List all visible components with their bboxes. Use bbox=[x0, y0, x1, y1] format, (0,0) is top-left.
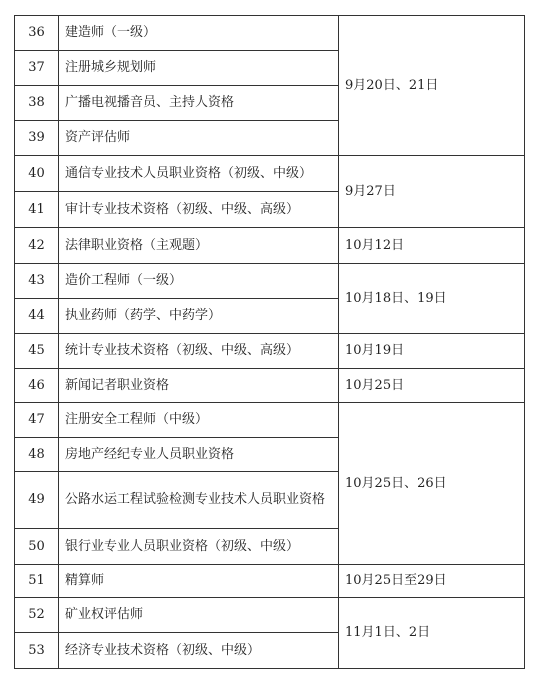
row-number: 38 bbox=[15, 86, 59, 121]
row-number: 46 bbox=[15, 369, 59, 403]
exam-name: 审计专业技术资格（初级、中级、高级） bbox=[59, 192, 339, 228]
table-row bbox=[15, 156, 525, 192]
row-number: 53 bbox=[15, 633, 59, 669]
table-row bbox=[15, 565, 525, 598]
exam-date: 9月27日 bbox=[339, 156, 525, 228]
table-row bbox=[15, 16, 525, 51]
exam-schedule-table bbox=[14, 15, 525, 669]
exam-name: 新闻记者职业资格 bbox=[59, 369, 339, 403]
exam-name: 公路水运工程试验检测专业技术人员职业资格 bbox=[59, 472, 339, 529]
exam-date: 9月20日、21日 bbox=[339, 16, 525, 156]
row-number: 45 bbox=[15, 334, 59, 369]
exam-date: 10月25日、26日 bbox=[339, 403, 525, 565]
row-number: 47 bbox=[15, 403, 59, 438]
exam-name: 法律职业资格（主观题） bbox=[59, 228, 339, 264]
table-row bbox=[15, 369, 525, 403]
exam-name: 精算师 bbox=[59, 565, 339, 598]
exam-date: 10月25日 bbox=[339, 369, 525, 403]
row-number: 51 bbox=[15, 565, 59, 598]
row-number: 36 bbox=[15, 16, 59, 51]
row-number: 41 bbox=[15, 192, 59, 228]
exam-date: 10月19日 bbox=[339, 334, 525, 369]
table-row bbox=[15, 598, 525, 633]
exam-name: 资产评估师 bbox=[59, 121, 339, 156]
row-number: 48 bbox=[15, 438, 59, 472]
exam-name: 广播电视播音员、主持人资格 bbox=[59, 86, 339, 121]
exam-name: 银行业专业人员职业资格（初级、中级） bbox=[59, 529, 339, 565]
table-row bbox=[15, 228, 525, 264]
exam-name: 经济专业技术资格（初级、中级） bbox=[59, 633, 339, 669]
row-number: 42 bbox=[15, 228, 59, 264]
row-number: 39 bbox=[15, 121, 59, 156]
row-number: 40 bbox=[15, 156, 59, 192]
exam-name: 统计专业技术资格（初级、中级、高级） bbox=[59, 334, 339, 369]
table-row bbox=[15, 264, 525, 299]
exam-name: 造价工程师（一级） bbox=[59, 264, 339, 299]
exam-date: 11月1日、2日 bbox=[339, 598, 525, 669]
row-number: 44 bbox=[15, 299, 59, 334]
row-number: 52 bbox=[15, 598, 59, 633]
row-number: 43 bbox=[15, 264, 59, 299]
table-row bbox=[15, 403, 525, 438]
exam-date: 10月12日 bbox=[339, 228, 525, 264]
exam-name: 注册安全工程师（中级） bbox=[59, 403, 339, 438]
row-number: 37 bbox=[15, 51, 59, 86]
row-number: 49 bbox=[15, 472, 59, 529]
exam-name: 建造师（一级） bbox=[59, 16, 339, 51]
exam-name: 执业药师（药学、中药学） bbox=[59, 299, 339, 334]
exam-date: 10月25日至29日 bbox=[339, 565, 525, 598]
exam-name: 矿业权评估师 bbox=[59, 598, 339, 633]
row-number: 50 bbox=[15, 529, 59, 565]
exam-date: 10月18日、19日 bbox=[339, 264, 525, 334]
table-row bbox=[15, 334, 525, 369]
exam-name: 房地产经纪专业人员职业资格 bbox=[59, 438, 339, 472]
exam-name: 通信专业技术人员职业资格（初级、中级） bbox=[59, 156, 339, 192]
exam-name: 注册城乡规划师 bbox=[59, 51, 339, 86]
